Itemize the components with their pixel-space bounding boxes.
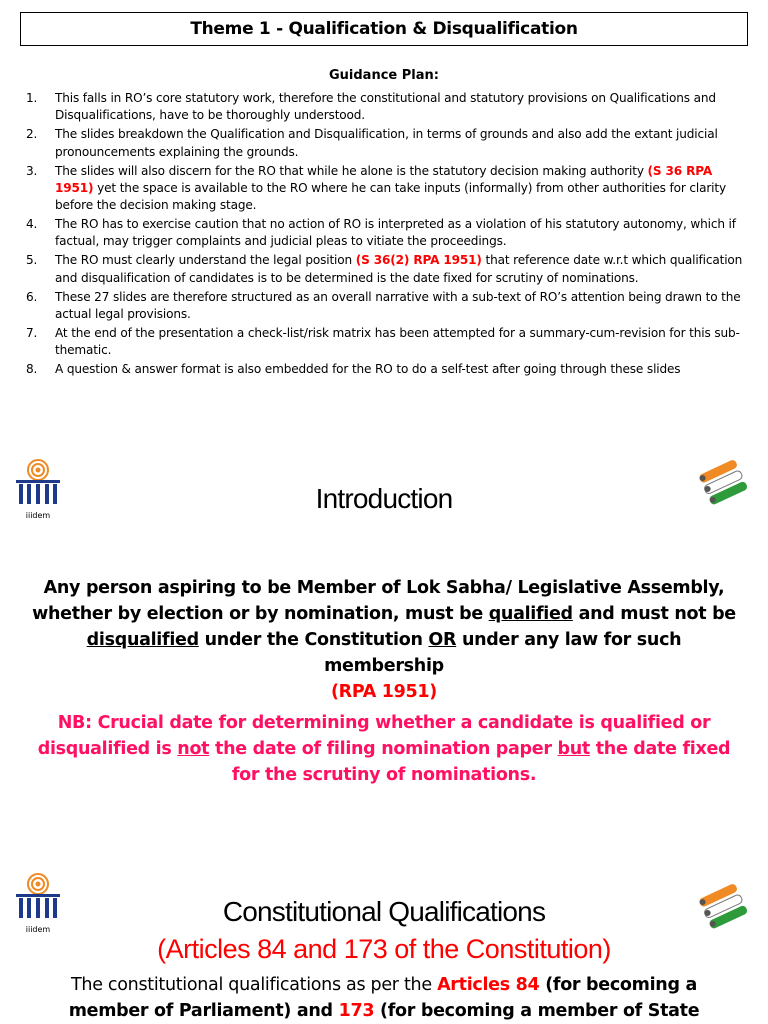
plan-item-text-part: A question & answer format is also embedded for the RO to do a self-test after going through these slides bbox=[55, 362, 681, 377]
intro-paragraph bbox=[30, 575, 738, 705]
iiidem-caption: iiidem bbox=[25, 511, 51, 520]
nb-text-b: the date of filing nomination paper bbox=[209, 739, 558, 759]
nb-paragraph bbox=[30, 710, 738, 788]
plan-item-text-part: The RO has to exercise caution that no action of RO is interpreted as a violation of his statutory autonomy, which if factual, may trigger complaints and judicial pleas to vitiate the proceedings. bbox=[55, 217, 736, 249]
plan-item-text-part: The slides breakdown the Qualification and Disqualification, in terms of grounds and also add the extant judicial pronouncements explaining the grounds. bbox=[55, 127, 718, 159]
plan-item-text bbox=[55, 325, 746, 360]
plan-item-number: 7. bbox=[26, 325, 38, 340]
nb-not: not bbox=[177, 739, 210, 759]
nb-but: but bbox=[557, 739, 590, 759]
plan-item-reference: (S 36 RPA 1951) bbox=[55, 163, 713, 195]
theme-title-box bbox=[20, 12, 748, 46]
plan-item-reference: (S 36(2) RPA 1951) bbox=[355, 253, 482, 268]
nb-text-c: the date fixed for the scrutiny of nominations. bbox=[231, 739, 731, 785]
constitutional-paragraph bbox=[30, 972, 738, 1024]
plan-item-text bbox=[55, 289, 746, 324]
intro-disqualified: disqualified bbox=[86, 630, 199, 650]
plan-item bbox=[26, 90, 746, 125]
plan-item bbox=[26, 252, 746, 287]
plan-item-text bbox=[55, 90, 746, 125]
plan-item-number: 6. bbox=[26, 289, 38, 304]
const-text-c: (for becoming a member of State bbox=[374, 1001, 700, 1021]
plan-item-text bbox=[55, 361, 746, 378]
plan-item-text-part: that reference date w.r.t which qualification and disqualification of candidates is to be determined is the date fixed for scrutiny of nominations. bbox=[55, 253, 743, 285]
plan-item bbox=[26, 361, 746, 378]
constitutional-title: Constitutional Qualifications bbox=[222, 896, 546, 927]
iiidem-caption-2: iiidem bbox=[25, 925, 51, 934]
const-text-a: The constitutional qualifications as per the bbox=[71, 975, 438, 995]
const-art173: 173 bbox=[338, 1001, 375, 1021]
guidance-title: Guidance Plan: bbox=[329, 68, 439, 83]
plan-item-text bbox=[55, 252, 746, 287]
intro-text-b: and must not be bbox=[572, 604, 736, 624]
plan-item-number: 1. bbox=[26, 91, 38, 105]
plan-item bbox=[26, 289, 746, 324]
intro-text-a: Any person aspiring to be Member of Lok Sabha/ Legislative Assembly, whether by election or by nomination, must be bbox=[32, 578, 725, 624]
plan-item-text-part: The slides will also discern for the RO that while he alone is the statutory decision making authority bbox=[55, 163, 648, 178]
theme-title: Theme 1 - Qualification & Disqualification bbox=[190, 19, 578, 39]
plan-item-text-part: At the end of the presentation a check-list/risk matrix has been attempted for a summary-cum-revision for this sub-thematic. bbox=[55, 325, 740, 358]
plan-item-text-part: yet the space is available to the RO where he can take inputs (informally) from other authorities for clarity before the decision making stage. bbox=[55, 180, 726, 213]
intro-rpa-ref: (RPA 1951) bbox=[330, 682, 438, 702]
plan-item-number: 3. bbox=[26, 163, 38, 178]
intro-qualified: qualified bbox=[488, 604, 573, 624]
plan-item-text-part: The RO must clearly understand the legal position bbox=[55, 253, 356, 268]
intro-text-d: under any law for such membership bbox=[324, 630, 682, 676]
guidance-plan-list bbox=[26, 90, 746, 380]
plan-item bbox=[26, 325, 746, 360]
plan-item-number: 2. bbox=[26, 127, 38, 142]
nb-text-a: NB: Crucial date for determining whether a candidate is qualified or disqualified is bbox=[37, 713, 711, 759]
plan-item bbox=[26, 126, 746, 161]
intro-title: Introduction bbox=[315, 483, 453, 514]
plan-item-text-part: These 27 slides are therefore structured as an overall narrative with a sub-text of RO’s attention being drawn to the actual legal provisions. bbox=[55, 289, 741, 321]
plan-item-text-part: This falls in RO’s core statutory work, therefore the constitutional and statutory provisions on Qualifications and Disqualifications, have to be thoroughly understood. bbox=[55, 91, 716, 123]
plan-item-text bbox=[55, 216, 746, 251]
plan-item-text bbox=[55, 163, 746, 215]
plan-item-number: 8. bbox=[26, 362, 38, 377]
intro-or: OR bbox=[428, 630, 457, 650]
const-art84: Articles 84 bbox=[437, 975, 540, 995]
plan-item-number: 5. bbox=[26, 253, 38, 268]
plan-item-text bbox=[55, 126, 746, 161]
plan-item bbox=[26, 163, 746, 215]
plan-item-number: 4. bbox=[26, 217, 38, 232]
intro-text-c: under the Constitution bbox=[198, 630, 429, 650]
plan-item bbox=[26, 216, 746, 251]
const-text-b: (for becoming a member of Parliament) and bbox=[68, 975, 697, 1021]
constitutional-subtitle: (Articles 84 and 173 of the Constitution) bbox=[157, 934, 611, 964]
